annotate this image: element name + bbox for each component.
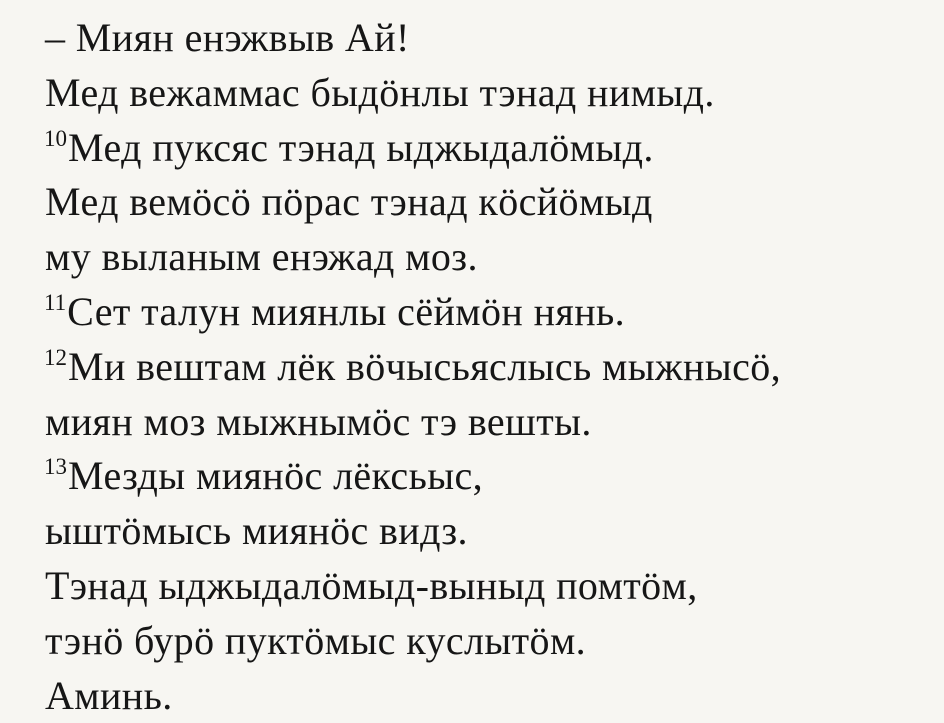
- line-text: миян моз мыжнымӧс тэ вешты.: [45, 398, 592, 444]
- prayer-text: [44, 2, 934, 718]
- text-line: [44, 605, 934, 663]
- verse-number: 11: [44, 289, 67, 315]
- text-line: [44, 440, 934, 499]
- line-text: Мед вежаммас быдӧнлы тэнад нимыд.: [45, 69, 715, 115]
- text-line: [44, 386, 934, 444]
- text-line: [44, 276, 934, 334]
- line-text: – Миян енэжвыв Ай!: [45, 15, 410, 60]
- line-text: Аминь.: [45, 672, 173, 718]
- text-line: [44, 166, 934, 225]
- line-text: Сет талун миянлы сёймӧн нянь.: [67, 288, 626, 334]
- text-line: [44, 495, 934, 554]
- line-text: ыштӧмысь миянӧс видз.: [45, 508, 468, 554]
- text-line: [44, 2, 934, 60]
- text-line: [44, 112, 934, 170]
- line-text: Ми вештам лёк вӧчысьяслысь мыжнысӧ,: [68, 343, 782, 389]
- text-line: [44, 660, 934, 718]
- verse-number: 13: [44, 454, 67, 480]
- line-text: му выланым енэжад моз.: [45, 234, 478, 280]
- line-text: Мезды миянӧс лёксьыс,: [68, 453, 484, 499]
- line-text: Мед пуксяс тэнад ыджыдалӧмыд.: [68, 124, 654, 170]
- text-line: [44, 221, 934, 280]
- line-text: Мед вемӧсӧ пӧрас тэнад кӧсйӧмыд: [45, 179, 653, 225]
- verse-number: 12: [44, 344, 67, 370]
- text-line: [44, 57, 934, 115]
- text-line: [44, 331, 934, 389]
- line-text: Тэнад ыджыдалӧмыд-выныд помтӧм,: [45, 562, 698, 608]
- line-text: тэнӧ бурӧ пуктӧмыс куслытӧм.: [45, 617, 587, 663]
- text-line: [44, 550, 934, 608]
- verse-number: 10: [44, 125, 67, 151]
